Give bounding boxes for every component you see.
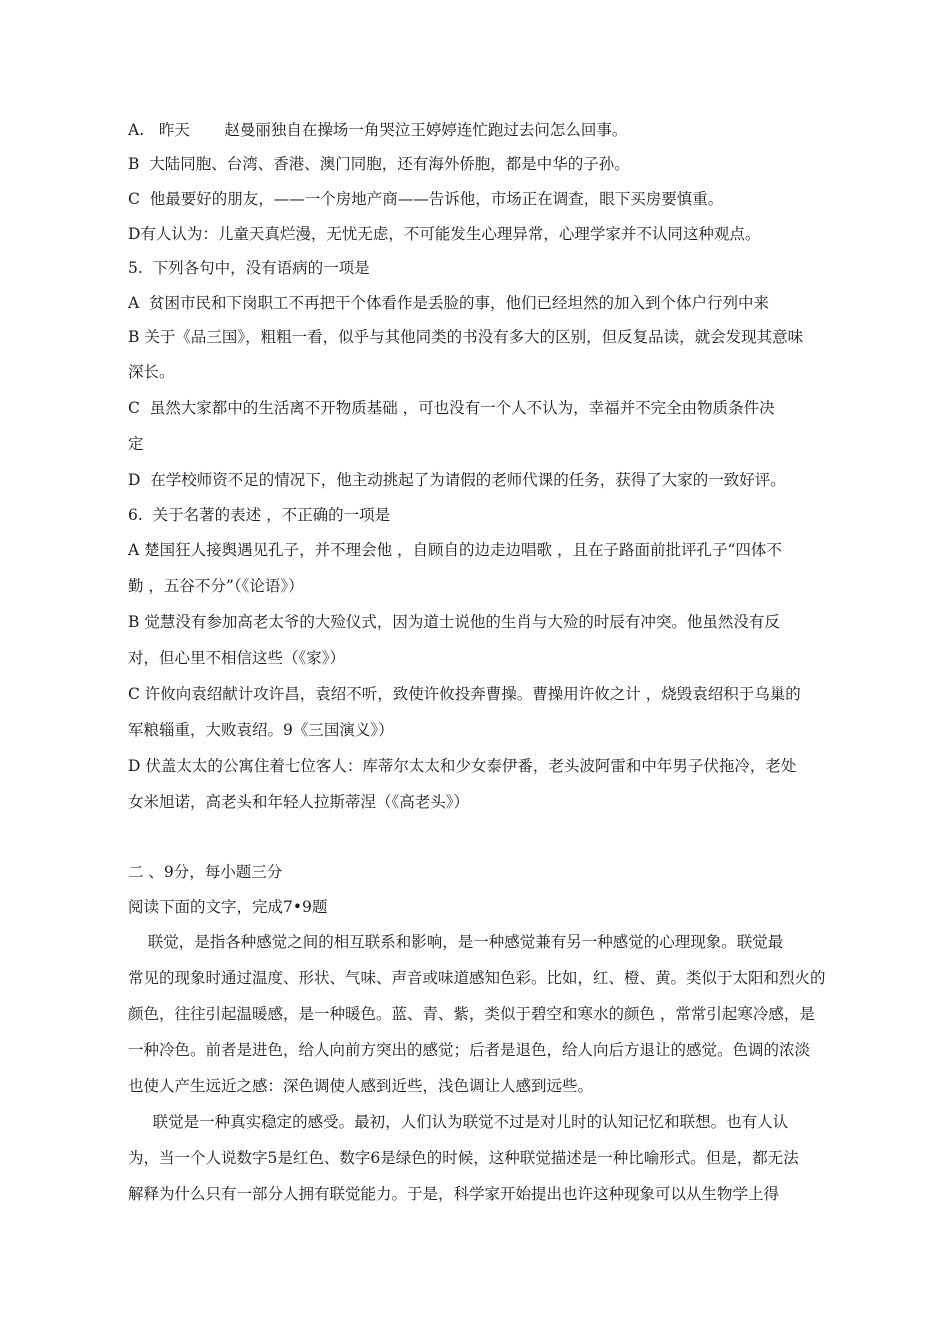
passage-line: 联觉是一种真实稳定的感受。最初，人们认为联觉不过是对儿时的认知记忆和联想。也有人认: [128, 1113, 789, 1131]
q6-stem: 6. 关于名著的表述 ，不正确的一项是: [128, 506, 391, 524]
q6-option-d: D 伏盖太太的公寓住着七位客人：库蒂尔太太和少女泰伊番，老头波阿雷和中年男子伏拖冷，老处: [128, 757, 797, 775]
passage-line: 颜色，往往引起温暖感，是一种暖色。蓝、青、紫，类似于碧空和寒水的颜色 ，常常引起寒冷感，是: [128, 1005, 815, 1023]
passage-line: 联觉，是指各种感觉之间的相互联系和影响，是一种感觉兼有另一种感觉的心理现象。联觉最: [128, 933, 784, 951]
passage-line: 常见的现象时通过温度、形状、气味、声音或味道感知色彩。比如，红、橙、黄。类似于太阳和烈火的: [128, 969, 826, 987]
q5-option-b-cont: 深长。: [128, 363, 175, 381]
q6-option-b: B 觉慧没有参加高老太爷的大殓仪式，因为道士说他的生肖与大殓的时辰有冲突。他虽然没有反: [128, 613, 780, 631]
q6-option-a-cont: 勤 ，五谷不分”（《论语》）: [128, 577, 304, 595]
passage-line: 为，当一个人说数字5是红色、数字6是绿色的时候，这种联觉描述是一种比喻形式。但是，都无法: [128, 1149, 799, 1167]
passage-line: 一种冷色。前者是进色，给人向前方突出的感觉；后者是退色，给人向后方退让的感觉。色调的浓淡: [128, 1041, 811, 1059]
q5-option-d: D 在学校师资不足的情况下，他主动挑起了为请假的老师代课的任务，获得了大家的一致好评。: [128, 471, 786, 489]
passage-line: 也使人产生远近之感：深色调使人感到近些，浅色调让人感到远些。: [128, 1077, 594, 1095]
q5-option-b: B 关于《品三国》，粗粗一看，似乎与其他同类的书没有多大的区别，但反复品读，就会发现其意味: [128, 328, 804, 346]
reading-instruction: 阅读下面的文字，完成7•9题: [128, 898, 328, 916]
q5-stem: 5. 下列各句中，没有语病的一项是: [128, 259, 370, 277]
passage-line: 解释为什么只有一部分人拥有联觉能力。于是，科学家开始提出也许这种现象可以从生物学上得: [128, 1185, 780, 1203]
q4-option-a: A. 昨天 赵曼丽独自在操场一角哭泣王婷婷连忙跑过去问怎么回事。: [128, 121, 628, 139]
q6-option-d-cont: 女米旭诺，高老头和年轻人拉斯蒂涅（《高老头》）: [128, 793, 470, 811]
q4-option-b: B 大陆同胞、台湾、香港、澳门同胞，还有海外侨胞，都是中华的子孙。: [128, 155, 630, 173]
q5-option-c-cont: 定: [128, 435, 144, 453]
q6-option-b-cont: 对，但心里不相信这些（《家》）: [128, 649, 346, 667]
q6-option-a: A 楚国狂人接舆遇见孔子，并不理会他 ，自顾自的边走边唱歌 ，且在子路面前批评孔子“四体不: [128, 541, 782, 559]
section-heading: 二 、9分，每小题三分: [128, 863, 283, 881]
q4-option-c: C 他最要好的朋友，——一个房地产商——告诉他，市场正在调查，眼下买房要慎重。: [128, 190, 724, 208]
q5-option-c: C 虽然大家都中的生活离不开物质基础 ，可也没有一个人不认为，幸福并不完全由物质条件决: [128, 399, 775, 417]
q6-option-c-cont: 军粮辎重，大败袁绍。9《三国演义》）: [128, 721, 394, 739]
q6-option-c: C 许攸向袁绍献计攻许昌，袁绍不听，致使许攸投奔曹操。曹操用许攸之计 ，烧毁袁绍积于乌巢的: [128, 685, 801, 703]
q4-option-d: D有人认为：儿童天真烂漫，无忧无虑，不可能发生心理异常，心理学家并不认同这种观点。: [128, 225, 761, 243]
q5-option-a: A 贫困市民和下岗职工不再把干个体看作是丢脸的事，他们已经坦然的加入到个体户行列中来: [128, 294, 770, 312]
